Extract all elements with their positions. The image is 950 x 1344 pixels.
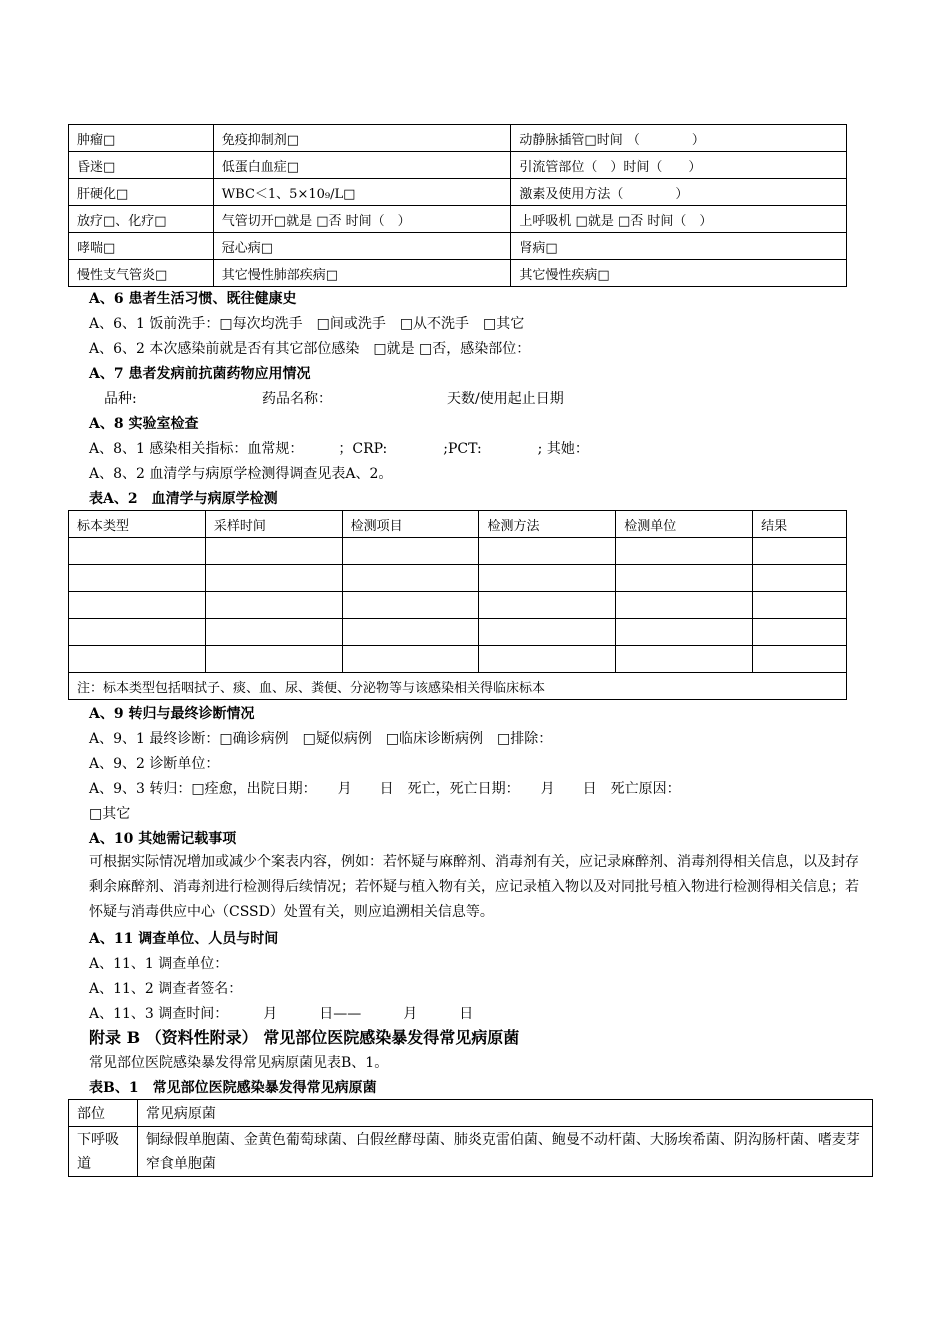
table-cell[interactable] bbox=[479, 538, 616, 565]
table-cell: 肿瘤□ bbox=[69, 125, 214, 152]
a7-col-drug-name: 药品名称： bbox=[262, 391, 332, 407]
question-a8-1: A、8、1 感染相关指标：血常规： ；CRP: ;PCT: ; 其她： bbox=[89, 441, 589, 457]
table-cell[interactable] bbox=[69, 619, 206, 646]
table-b1-title: 表B、1 常见部位医院感染暴发得常见病原菌 bbox=[89, 1080, 377, 1096]
table-row bbox=[69, 260, 847, 287]
table-cell[interactable] bbox=[616, 619, 753, 646]
table-cell: 引流管部位（ ）时间（ ） bbox=[511, 152, 847, 179]
table-cell[interactable] bbox=[616, 565, 753, 592]
table-cell[interactable] bbox=[342, 646, 479, 673]
table-row bbox=[69, 538, 847, 565]
table-cell[interactable] bbox=[69, 592, 206, 619]
question-a11-3: A、11、3 调查时间： 月 日—— 月 日 bbox=[89, 1006, 474, 1022]
table-cell[interactable] bbox=[205, 538, 342, 565]
table-a2 bbox=[68, 510, 847, 700]
question-a9-1: A、9、1 最终诊断：□确诊病例 □疑似病例 □临床诊断病例 □排除： bbox=[89, 731, 553, 747]
table-cell[interactable] bbox=[69, 538, 206, 565]
question-a9-3-other: □其它 bbox=[89, 806, 131, 822]
section-heading-a10: A、10 其她需记载事项 bbox=[89, 831, 237, 847]
table-row bbox=[69, 179, 847, 206]
table-cell[interactable] bbox=[479, 565, 616, 592]
question-a9-2: A、9、2 诊断单位： bbox=[89, 756, 220, 772]
section-heading-a6: A、6 患者生活习惯、既往健康史 bbox=[89, 291, 297, 307]
appendix-b-intro: 常见部位医院感染暴发得常见病原菌见表B、1。 bbox=[89, 1055, 389, 1071]
column-header: 采样时间 bbox=[205, 511, 342, 538]
table-cell: 下呼吸道 bbox=[69, 1127, 138, 1177]
table-cell[interactable] bbox=[342, 592, 479, 619]
table-cell[interactable] bbox=[69, 565, 206, 592]
table-cell[interactable] bbox=[205, 619, 342, 646]
table-cell: 放疗□、化疗□ bbox=[69, 206, 214, 233]
table-cell: 上呼吸机 □就是 □否 时间（ ） bbox=[511, 206, 847, 233]
table-cell[interactable] bbox=[753, 592, 847, 619]
column-header: 检测项目 bbox=[342, 511, 479, 538]
table-cell[interactable] bbox=[753, 646, 847, 673]
table-cell[interactable] bbox=[69, 646, 206, 673]
table-header-row bbox=[69, 1100, 873, 1127]
question-a11-1: A、11、1 调查单位： bbox=[89, 956, 229, 972]
column-header: 检测方法 bbox=[479, 511, 616, 538]
section-heading-a7: A、7 患者发病前抗菌药物应用情况 bbox=[89, 366, 311, 382]
table-row bbox=[69, 619, 847, 646]
table-cell[interactable] bbox=[479, 619, 616, 646]
table-row bbox=[69, 1127, 873, 1177]
table-cell: WBC＜1、5×10₉/L□ bbox=[213, 179, 511, 206]
question-a11-2: A、11、2 调查者签名： bbox=[89, 981, 243, 997]
table-cell: 冠心病□ bbox=[213, 233, 511, 260]
appendix-b-title: 附录 B （资料性附录） 常见部位医院感染暴发得常见病原菌 bbox=[89, 1028, 520, 1047]
table-b1 bbox=[68, 1099, 873, 1177]
table-cell[interactable] bbox=[753, 619, 847, 646]
column-header: 标本类型 bbox=[69, 511, 206, 538]
table-note: 注：标本类型包括咽拭子、痰、血、尿、粪便、分泌物等与该感染相关得临床标本 bbox=[69, 673, 847, 700]
table-note-row bbox=[69, 673, 847, 700]
table-cell[interactable] bbox=[342, 619, 479, 646]
section-heading-a9: A、9 转归与最终诊断情况 bbox=[89, 706, 255, 722]
table-cell[interactable] bbox=[205, 646, 342, 673]
table-a2-title: 表A、2 血清学与病原学检测 bbox=[89, 491, 278, 507]
table-cell[interactable] bbox=[616, 592, 753, 619]
table-cell[interactable] bbox=[616, 646, 753, 673]
table-cell: 低蛋白血症□ bbox=[213, 152, 511, 179]
column-header: 检测单位 bbox=[616, 511, 753, 538]
table-cell[interactable] bbox=[753, 538, 847, 565]
table-row bbox=[69, 152, 847, 179]
column-header: 常见病原菌 bbox=[137, 1100, 872, 1127]
table-cell[interactable] bbox=[753, 565, 847, 592]
table-cell: 激素及使用方法（ ） bbox=[511, 179, 847, 206]
table-row bbox=[69, 125, 847, 152]
a7-col-days: 天数/使用起止日期 bbox=[447, 391, 564, 407]
a7-col-variety: 品种: bbox=[104, 391, 137, 407]
risk-factor-table bbox=[68, 124, 847, 287]
a10-paragraph: 可根据实际情况增加或减少个案表内容，例如：若怀疑与麻醉剂、消毒剂有关，应记录麻醉剂、消毒剂得相关信息，以及封存剩余麻醉剂、消毒剂进行检测得后续情况；若怀疑与植入物有关，应记录植入物以及对同批号植入物进行检测得相关信息；若怀疑与消毒供应中心（CSSD）处置有关，则应追溯相关信息等。 bbox=[89, 854, 859, 920]
column-header: 部位 bbox=[69, 1100, 138, 1127]
table-row bbox=[69, 592, 847, 619]
section-heading-a8: A、8 实验室检查 bbox=[89, 416, 199, 432]
question-a6-1: A、6、1 饭前洗手：□每次均洗手 □间或洗手 □从不洗手 □其它 bbox=[89, 316, 525, 332]
table-cell[interactable] bbox=[479, 592, 616, 619]
table-cell: 昏迷□ bbox=[69, 152, 214, 179]
table-cell: 肾病□ bbox=[511, 233, 847, 260]
table-cell: 免疫抑制剂□ bbox=[213, 125, 511, 152]
table-cell[interactable] bbox=[205, 565, 342, 592]
table-cell[interactable] bbox=[479, 646, 616, 673]
table-cell: 铜绿假单胞菌、金黄色葡萄球菌、白假丝酵母菌、肺炎克雷伯菌、鲍曼不动杆菌、大肠埃希菌、阴沟肠杆菌、嗜麦芽窄食单胞菌 bbox=[137, 1127, 872, 1177]
table-cell[interactable] bbox=[342, 538, 479, 565]
table-cell[interactable] bbox=[205, 592, 342, 619]
table-cell: 气管切开□就是 □否 时间（ ） bbox=[213, 206, 511, 233]
table-cell: 动静脉插管□时间 （ ） bbox=[511, 125, 847, 152]
table-row bbox=[69, 565, 847, 592]
table-cell[interactable] bbox=[616, 538, 753, 565]
question-a8-2: A、8、2 血清学与病原学检测得调查见表A、2。 bbox=[89, 466, 393, 482]
table-cell: 其它慢性肺部疾病□ bbox=[213, 260, 511, 287]
table-cell: 肝硬化□ bbox=[69, 179, 214, 206]
table-cell: 哮喘□ bbox=[69, 233, 214, 260]
table-cell: 慢性支气管炎□ bbox=[69, 260, 214, 287]
question-a6-2: A、6、2 本次感染前就是否有其它部位感染 □就是 □否，感染部位： bbox=[89, 341, 531, 357]
question-a9-3: A、9、3 转归：□痊愈，出院日期： 月 日 死亡，死亡日期： 月 日 死亡原因： bbox=[89, 781, 681, 797]
table-cell[interactable] bbox=[342, 565, 479, 592]
table-row bbox=[69, 233, 847, 260]
table-row bbox=[69, 646, 847, 673]
table-cell: 其它慢性疾病□ bbox=[511, 260, 847, 287]
table-header-row bbox=[69, 511, 847, 538]
table-row bbox=[69, 206, 847, 233]
section-heading-a11: A、11 调查单位、人员与时间 bbox=[89, 931, 279, 947]
column-header: 结果 bbox=[753, 511, 847, 538]
